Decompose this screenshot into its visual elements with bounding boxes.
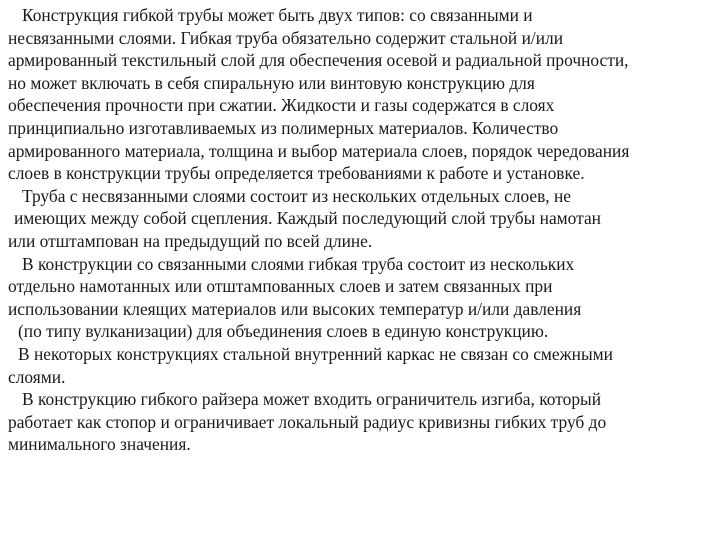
text-line: работает как стопор и ограничивает локальный радиус кривизны гибких труб до [8,411,607,432]
text-line: слоями. [8,366,66,387]
text-line: обеспечения прочности при сжатии. Жидкости и газы содержатся в слоях [8,95,555,116]
text-line: (по типу вулканизации) для объединения слоев в единую конструкцию. [18,321,549,342]
text-line: но может включать в себя спиральную или винтовую конструкцию для [8,72,535,93]
text-line: имеющих между собой сцепления. Каждый последующий слой трубы намотан [14,208,601,229]
text-line: В некоторых конструкциях стальной внутренний каркас не связан со смежными [18,343,613,364]
text-line: Конструкция гибкой трубы может быть двух типов: со связанными и [22,5,533,25]
text-line: В конструкцию гибкого райзера может входить ограничитель изгиба, который [22,389,602,410]
text-line: В конструкции со связанными слоями гибкая труба состоит из нескольких [22,253,575,274]
text-line: Труба с несвязанными слоями состоит из нескольких отдельных слоев, не [22,185,572,206]
text-line: слоев в конструкции трубы определяется требованиями к работе и установке. [8,163,585,184]
text-line: использовании клеящих материалов или высоких температур и/или давления [8,298,582,319]
text-line: или отштампован на предыдущий по всей длине. [8,230,373,251]
text-line: принципиально изготавливаемых из полимерных материалов. Количество [8,117,559,138]
text-line: армированного материала, толщина и выбор материала слоев, порядок чередования [8,140,630,161]
text-line: минимального значения. [8,434,191,455]
text-line: армированный текстильный слой для обеспечения осевой и радиальной прочности, [8,50,629,71]
body-text [8,4,713,456]
text-line: несвязанными слоями. Гибкая труба обязательно содержит стальной и/или [8,27,563,48]
text-line: отдельно намотанных или отштампованных слоев и затем связанных при [8,276,553,297]
